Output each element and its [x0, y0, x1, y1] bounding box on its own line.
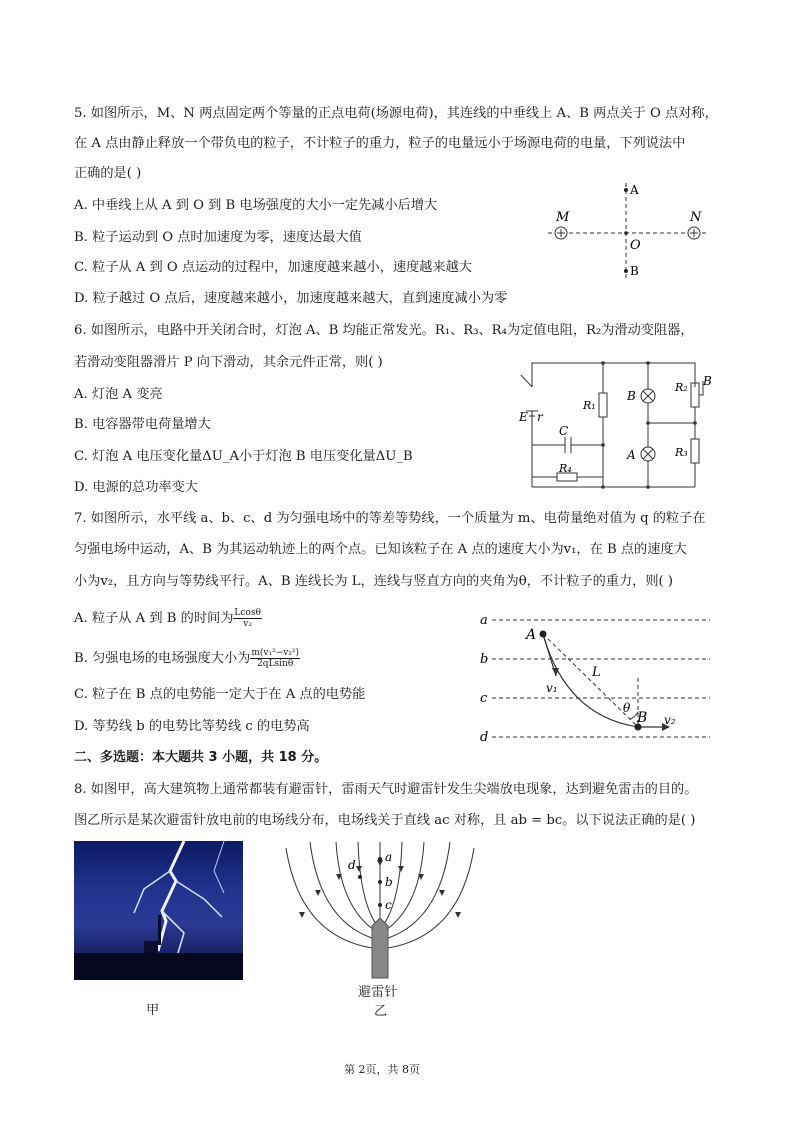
q8-fig-point-d: d	[348, 858, 356, 872]
q7-fig-point-b: B	[637, 710, 648, 726]
q5-fig-label-n: N	[690, 210, 702, 225]
q7-stem-line3: 小为v₂，且方向与等势线平行。A、B 连线长为 L，连线与竖直方向的夹角为θ，不计粒子的重力，则( )	[74, 574, 674, 589]
q6-option-a: A. 灯泡 A 变亮	[74, 387, 163, 402]
q7-fig-line-a: a	[480, 613, 488, 628]
q6-fig-label-r3: R₃	[675, 446, 688, 459]
q6-option-c: C. 灯泡 A 电压变化量ΔU_A小于灯泡 B 电压变化量ΔU_B	[74, 449, 413, 464]
q8-field-lines-figure	[280, 840, 480, 985]
q8-fig-point-c: c	[385, 898, 392, 912]
q8-stem-line1: 8. 如图甲，高大建筑物上通常都装有避雷针，雷雨天气时避雷针发生尖端放电现象，达到避免雷击的目的。	[74, 782, 698, 797]
q7-option-d: D. 等势线 b 的电势比等势线 c 的电势高	[74, 719, 310, 734]
q7-stem-line2: 匀强电场中运动，A、B 为其运动轨迹上的两个点。已知该粒子在 A 点的速度大小为v₁，在 B 点的速度大	[74, 542, 687, 557]
q5-fig-label-b: B	[630, 264, 639, 278]
q6-fig-label-lamp-a: A	[627, 448, 636, 462]
q6-fig-label-r1: R₁	[583, 399, 596, 412]
q5-figure	[540, 175, 720, 285]
q7-option-c: C. 粒子在 B 点的电势能一定大于在 A 点的电势能	[74, 687, 366, 702]
q5-option-c: C. 粒子从 A 到 O 点运动的过程中，加速度越来越小，速度越来越大	[74, 260, 472, 275]
q7-fig-line-d: d	[480, 730, 489, 745]
q6-circuit-figure	[515, 355, 725, 500]
q7-option-a-denominator: v₂	[243, 619, 252, 629]
field-figure-caption-yi: 乙	[374, 1004, 388, 1019]
photo-caption-jia: 甲	[146, 1003, 160, 1018]
q8-fig-point-b: b	[385, 875, 393, 889]
q6-stem-line1: 6. 如图所示，电路中开关闭合时，灯泡 A、B 均能正常发光。R₁、R₃、R₄为定值电阻，R₂为滑动变阻器，	[74, 323, 694, 338]
q6-option-d: D. 电源的总功率变大	[74, 480, 198, 495]
q6-stem-line2: 若滑动变阻器滑片 P 向下滑动，其余元件正常，则( )	[74, 355, 383, 370]
q5-stem-line1: 5. 如图所示，M、N 两点固定两个等量的正点电荷(场源电荷)，其连线的中垂线上 A、B 两点关于 O 点对称，	[74, 106, 718, 121]
q6-fig-label-r2: R₂	[675, 381, 688, 394]
q7-fig-line-b: b	[480, 652, 489, 667]
q7-option-a-fraction	[233, 608, 261, 629]
q5-stem-line2: 在 A 点由静止释放一个带负电的粒子，不计粒子的重力，粒子的电量远小于场源电荷的电量，下列说法中	[74, 136, 686, 151]
q7-fig-label-v2: v₂	[664, 713, 676, 727]
page-footer: 第 2页，共 8页	[344, 1063, 420, 1076]
q7-option-a-numerator: Lcosθ	[234, 608, 261, 618]
q7-fig-label-l: L	[592, 665, 601, 680]
q6-fig-label-c: C	[559, 424, 569, 438]
q5-fig-label-a: A	[630, 183, 639, 197]
q7-option-b	[74, 648, 300, 669]
q8-stem-line2: 图乙所示是某次避雷针放电前的电场线分布，电场线关于直线 ac 对称，且 ab = bc。以下说法正确的是( )	[74, 813, 696, 828]
q7-fig-label-v1: v₁	[546, 681, 558, 695]
q6-fig-label-lamp-b: B	[627, 389, 636, 403]
q5-option-d: D. 粒子越过 O 点后，速度越来越小，加速度越来越大，直到速度减小为零	[74, 291, 508, 306]
q8-fig-point-a: a	[385, 850, 393, 864]
q7-fig-line-c: c	[480, 691, 488, 706]
lightning-bolt-image	[74, 841, 243, 980]
q6-fig-label-r: r	[537, 410, 543, 424]
q7-option-a-text: A. 粒子从 A 到 B 的时间为	[74, 611, 234, 626]
section-heading-multiple-choice: 二、多选题：本大题共 3 小题，共 18 分。	[74, 750, 328, 765]
q7-option-b-denominator: 2qLsinθ	[257, 659, 294, 669]
q5-option-a: A. 中垂线上从 A 到 O 到 B 电场强度的大小一定先减小后增大	[74, 198, 438, 213]
q5-option-b: B. 粒子运动到 O 点时加速度为零，速度达最大值	[74, 230, 362, 245]
q6-fig-label-slider: B	[703, 374, 712, 388]
q6-option-b: B. 电容器带电荷量增大	[74, 417, 211, 432]
q7-option-b-text: B. 匀强电场的电场强度大小为	[74, 651, 251, 666]
q7-option-a	[74, 608, 262, 629]
q7-figure	[478, 608, 718, 748]
q6-fig-label-r4: R₄	[559, 462, 572, 475]
q7-option-b-numerator: m(v₁²−v₂²)	[251, 648, 300, 658]
q7-fig-point-a: A	[526, 627, 537, 643]
q5-fig-label-m: M	[556, 210, 570, 225]
q7-stem-line1: 7. 如图所示，水平线 a、b、c、d 为匀强电场中的等差等势线，一个质量为 m、电荷量绝对值为 q 的粒子在	[74, 511, 706, 526]
q5-stem-line3: 正确的是( )	[74, 166, 142, 181]
lightning-photo	[74, 841, 243, 980]
q7-fig-label-theta: θ	[623, 701, 631, 715]
lightning-rod-caption: 避雷针	[358, 985, 398, 1000]
q5-fig-label-o: O	[630, 238, 641, 253]
q6-fig-label-e: E	[519, 410, 528, 424]
q7-option-b-fraction	[250, 648, 300, 669]
